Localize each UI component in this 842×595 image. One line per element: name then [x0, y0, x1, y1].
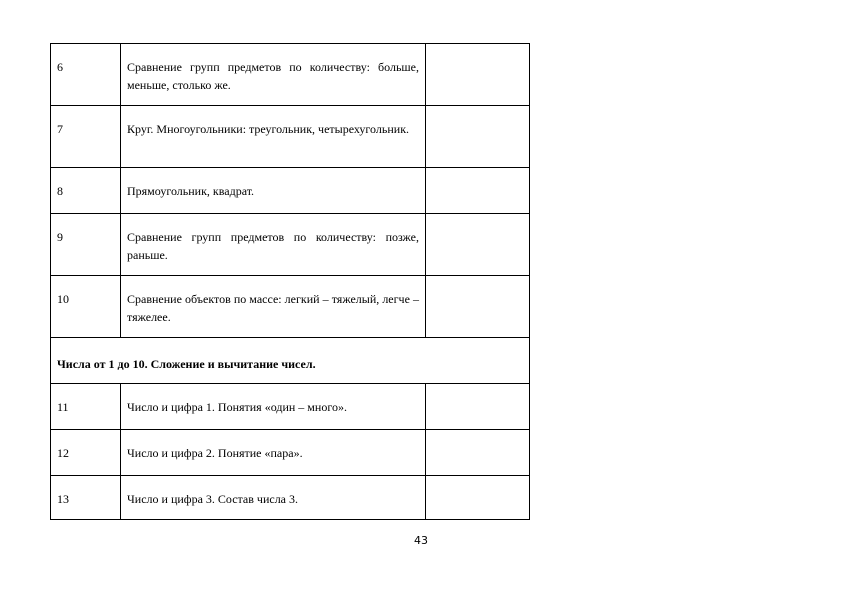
section-title: Числа от 1 до 10. Сложение и вычитание чисел.: [51, 338, 530, 384]
lesson-plan-table: [50, 43, 530, 520]
lesson-number: 7: [51, 106, 121, 168]
lesson-topic: Число и цифра 1. Понятия «один – много».: [121, 384, 426, 430]
table-row: [51, 106, 530, 168]
lesson-topic: Сравнение объектов по массе: легкий – тяжелый, легче – тяжелее.: [121, 276, 426, 338]
lesson-number: 10: [51, 276, 121, 338]
table-row: [51, 430, 530, 476]
lesson-topic: Круг. Многоугольники: треугольник, четырехугольник.: [121, 106, 426, 168]
lesson-number: 13: [51, 476, 121, 520]
lesson-topic: Число и цифра 3. Состав числа 3.: [121, 476, 426, 520]
table-row: [51, 214, 530, 276]
lesson-number: 9: [51, 214, 121, 276]
empty-cell: [426, 168, 530, 214]
table-row: [51, 168, 530, 214]
lesson-number: 6: [51, 44, 121, 106]
lesson-topic: Сравнение групп предметов по количеству: больше, меньше, столько же.: [121, 44, 426, 106]
empty-cell: [426, 106, 530, 168]
empty-cell: [426, 276, 530, 338]
lesson-topic: Прямоугольник, квадрат.: [121, 168, 426, 214]
empty-cell: [426, 430, 530, 476]
lesson-number: 8: [51, 168, 121, 214]
empty-cell: [426, 384, 530, 430]
table-row: [51, 276, 530, 338]
lesson-topic: Сравнение групп предметов по количеству: позже, раньше.: [121, 214, 426, 276]
empty-cell: [426, 44, 530, 106]
section-header-row: [51, 338, 530, 384]
empty-cell: [426, 214, 530, 276]
lesson-plan-body: [51, 44, 530, 520]
lesson-topic: Число и цифра 2. Понятие «пара».: [121, 430, 426, 476]
lesson-number: 12: [51, 430, 121, 476]
lesson-number: 11: [51, 384, 121, 430]
empty-cell: [426, 476, 530, 520]
table-row: [51, 476, 530, 520]
page-number: 43: [414, 534, 428, 547]
table-row: [51, 44, 530, 106]
table-row: [51, 384, 530, 430]
